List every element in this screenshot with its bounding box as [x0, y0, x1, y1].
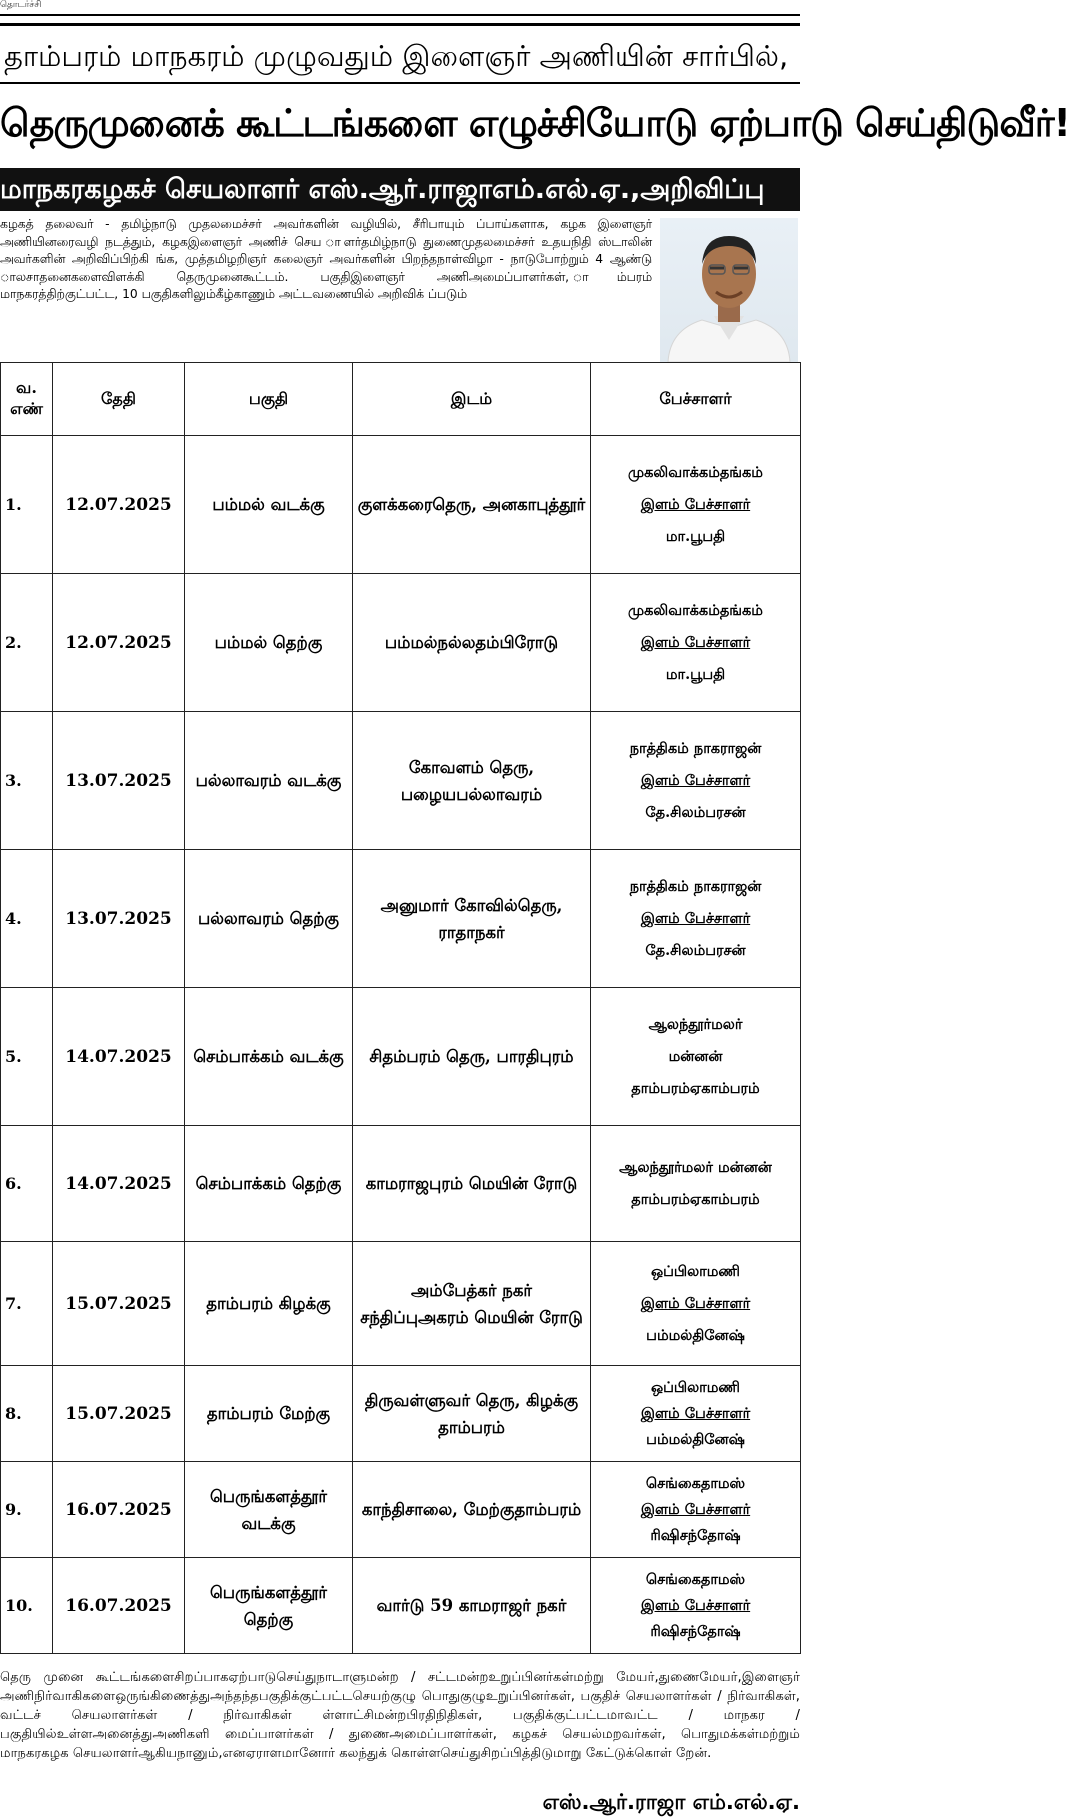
- headline-line2: தெருமுனைக் கூட்டங்களை எழுச்சியோடு ஏற்பாடு செய்திடுவீர்!: [0, 101, 1070, 145]
- row-area: பெருங்களத்தூர் வடக்கு: [185, 1462, 353, 1558]
- speaker-young: மா.பூபதி: [665, 527, 726, 545]
- row-area: பல்லாவரம் தெற்கு: [185, 850, 353, 988]
- speaker-young: மா.பூபதி: [665, 665, 726, 683]
- speaker-main: முகலிவாக்கம்தங்கம்: [628, 601, 763, 619]
- row-speaker: [591, 988, 801, 1126]
- speaker-main: ஆலந்தூர்மலர்: [648, 1015, 743, 1033]
- row-place: குளக்கரைதெரு, அனகாபுத்தூர்: [353, 436, 591, 574]
- row-date: 12.07.2025: [53, 436, 185, 574]
- header-area: பகுதி: [185, 363, 353, 436]
- speaker-young: ரிஷிசந்தோஷ்: [650, 1526, 741, 1544]
- speaker-young: பம்மல்தினேஷ்: [646, 1326, 745, 1344]
- speaker-sub-label: இளம் பேச்சாளர்: [640, 1500, 751, 1518]
- portrait-drawing: [660, 218, 798, 362]
- row-area: பல்லாவரம் வடக்கு: [185, 712, 353, 850]
- speaker-sub-label: இளம் பேச்சாளர்: [640, 1596, 751, 1614]
- row-place: வார்டு 59 காமராஜர் நகர்: [353, 1558, 591, 1654]
- speaker-young: தாம்பரம்ஏகாம்பரம்: [631, 1079, 760, 1097]
- speaker-young: தாம்பரம்ஏகாம்பரம்: [631, 1190, 760, 1208]
- speaker-sub-label: இளம் பேச்சாளர்: [640, 909, 751, 927]
- header-speaker: பேச்சாளர்: [591, 363, 801, 436]
- row-speaker: [591, 712, 801, 850]
- row-speaker: [591, 1242, 801, 1366]
- table-row: [1, 1558, 801, 1654]
- intro-paragraph: கழகத் தலைவர் - தமிழ்நாடு முதலமைச்சர் அவர்களின் வழியில், சீரிபாயும் ப்பாய்களாக, கழக இளைஞர் அணியினரைவழி நடத்தும், கழகஇளைஞர் அணிச் செய ாளர்தமிழ்நாடு துணைமுதலமைச்சர் உதயநிதி ஸ்டாலின் அவர்களின் அறிவிப்பிற்கி ங்க, முத்தமிழறிஞர் கலைஞர் அவர்களின் பிறந்தநாள்விழா - நாடுபோற்றும் 4 ஆண்டு ாலசாதனைகளைவிளக்கி தெருமுனைகூட்டம். பகுதிஇளைஞர் அணிஅமைப்பாளர்கள், ாம்பரம் மாநகரத்திற்குட்பட்ட, 10 பகுதிகளிலும்கீழ்காணும் அட்டவணையில் அறிவிக் ப்படும்: [0, 217, 652, 301]
- row-place: அனுமார் கோவில்தெரு, ராதாநகர்: [353, 850, 591, 988]
- table-row: [1, 1462, 801, 1558]
- row-serial: 6.: [1, 1126, 53, 1242]
- header-place: இடம்: [353, 363, 591, 436]
- top-strip-text: தொடர்ச்சி: [0, 0, 42, 10]
- row-place: சிதம்பரம் தெரு, பாரதிபுரம்: [353, 988, 591, 1126]
- row-serial: 9.: [1, 1462, 53, 1558]
- row-serial: 8.: [1, 1366, 53, 1462]
- speaker-second-line: மன்னன்: [668, 1047, 723, 1065]
- row-area: தாம்பரம் கிழக்கு: [185, 1242, 353, 1366]
- row-place: கோவளம் தெரு, பழையபல்லாவரம்: [353, 712, 591, 850]
- table-header-row: [1, 363, 801, 436]
- table-row: [1, 574, 801, 712]
- speaker-main: ஆலந்தூர்மலர் மன்னன்: [619, 1158, 772, 1176]
- row-area: பம்மல் வடக்கு: [185, 436, 353, 574]
- table-row: [1, 712, 801, 850]
- schedule-table: [0, 362, 801, 1654]
- row-speaker: [591, 1462, 801, 1558]
- row-serial: 5.: [1, 988, 53, 1126]
- row-date: 15.07.2025: [53, 1366, 185, 1462]
- announcement-banner: மாநகரகழகச் செயலாளர் எஸ்.ஆர்.ராஜாஎம்.எல்.ஏ.,அறிவிப்பு: [0, 168, 800, 211]
- row-serial: 3.: [1, 712, 53, 850]
- row-date: 13.07.2025: [53, 850, 185, 988]
- header-serial: வ. எண்: [1, 363, 53, 436]
- person-portrait-icon: [660, 218, 798, 362]
- row-speaker: [591, 850, 801, 988]
- speaker-main: செங்கைதாமஸ்: [645, 1474, 746, 1492]
- speaker-main: செங்கைதாமஸ்: [645, 1570, 746, 1588]
- row-serial: 10.: [1, 1558, 53, 1654]
- signature: எஸ்.ஆர்.ராஜா எம்.எல்.ஏ.: [542, 1790, 800, 1814]
- speaker-main: நாத்திகம் நாகராஜன்: [629, 739, 762, 757]
- schedule-table-wrapper: [0, 362, 800, 1654]
- speaker-sub-label: இளம் பேச்சாளர்: [640, 633, 751, 651]
- row-date: 16.07.2025: [53, 1462, 185, 1558]
- table-row: [1, 1126, 801, 1242]
- row-date: 16.07.2025: [53, 1558, 185, 1654]
- table-row: [1, 850, 801, 988]
- row-place: திருவள்ளுவர் தெரு, கிழக்கு தாம்பரம்: [353, 1366, 591, 1462]
- row-speaker: [591, 1366, 801, 1462]
- row-serial: 4.: [1, 850, 53, 988]
- row-area: பம்மல் தெற்கு: [185, 574, 353, 712]
- row-speaker: [591, 436, 801, 574]
- row-serial: 2.: [1, 574, 53, 712]
- speaker-young: பம்மல்தினேஷ்: [646, 1430, 745, 1448]
- table-row: [1, 988, 801, 1126]
- speaker-sub-label: இளம் பேச்சாளர்: [640, 495, 751, 513]
- row-area: செம்பாக்கம் வடக்கு: [185, 988, 353, 1126]
- headline-line1: [0, 34, 800, 78]
- row-place: காந்திசாலை, மேற்குதாம்பரம்: [353, 1462, 591, 1558]
- row-speaker: [591, 1126, 801, 1242]
- speaker-sub-label: இளம் பேச்சாளர்: [640, 771, 751, 789]
- row-area: செம்பாக்கம் தெற்கு: [185, 1126, 353, 1242]
- row-speaker: [591, 574, 801, 712]
- speaker-young: ரிஷிசந்தோஷ்: [650, 1622, 741, 1640]
- table-row: [1, 1242, 801, 1366]
- top-rule: [0, 14, 800, 16]
- speaker-young: தே.சிலம்பரசன்: [645, 941, 746, 959]
- row-date: 15.07.2025: [53, 1242, 185, 1366]
- speaker-main: முகலிவாக்கம்தங்கம்: [628, 463, 763, 481]
- headline-line1-text: தாம்பரம் மாநகரம் முழுவதும் இளைஞர் அணியின் சார்பில்,: [4, 39, 789, 73]
- row-place: பம்மல்நல்லதம்பிரோடு: [353, 574, 591, 712]
- speaker-sub-label: இளம் பேச்சாளர்: [640, 1294, 751, 1312]
- row-serial: 1.: [1, 436, 53, 574]
- speaker-main: நாத்திகம் நாகராஜன்: [629, 877, 762, 895]
- row-area: பெருங்களத்தூர் தெற்கு: [185, 1558, 353, 1654]
- row-place: காமராஜபுரம் மெயின் ரோடு: [353, 1126, 591, 1242]
- speaker-main: ஒப்பிலாமணி: [650, 1378, 740, 1396]
- row-date: 13.07.2025: [53, 712, 185, 850]
- row-date: 12.07.2025: [53, 574, 185, 712]
- speaker-sub-label: இளம் பேச்சாளர்: [640, 1404, 751, 1422]
- header-date: தேதி: [53, 363, 185, 436]
- row-date: 14.07.2025: [53, 1126, 185, 1242]
- table-row: [1, 1366, 801, 1462]
- speaker-main: ஒப்பிலாமணி: [650, 1262, 740, 1280]
- headline-rule: [0, 82, 800, 84]
- row-speaker: [591, 1558, 801, 1654]
- top-rule-thick: [0, 23, 800, 26]
- row-place: அம்பேத்கர் நகர் சந்திப்புஅகரம் மெயின் ரோடு: [353, 1242, 591, 1366]
- row-area: தாம்பரம் மேற்கு: [185, 1366, 353, 1462]
- table-row: [1, 436, 801, 574]
- footer-paragraph: தெரு முனை கூட்டங்களைசிறப்பாகஏற்பாடுசெய்துநாடாளுமன்ற / சட்டமன்றஉறுப்பினர்கள்மற்று மேயர்,துணைமேயர்,இளைஞர் அணிநிர்வாகிகளைஒருங்கிணைத்துஅந்தந்தபகுதிக்குட்பட்டசெயற்குழு பொதுகுழுஉறுப்பினர்கள், பகுதிச் செயலாளர்கள் / நிர்வாகிகள், வட்டச் செயலாளர்கள் / நிர்வாகிகள் ள்ளாட்சிமன்றபிரதிநிதிகள், பகுதிக்குட்பட்டமாவட்ட / மாநகர / பகுதியில்உள்ளஅனைத்துஅணிகளி மைப்பாளர்கள் / துணைஅமைப்பாளர்கள், கழகச் செயல்மறவர்கள், பொதுமக்கள்மற்றும் மாநகரகழக செயலாளர்ஆகியநானும்,எனஏராளமானோர் கலந்துக் கொள்ளசெய்துசிறப்பித்திடுமாறு கேட்டுக்கொள் றேன்.: [0, 1670, 800, 1761]
- speaker-young: தே.சிலம்பரசன்: [645, 803, 746, 821]
- row-serial: 7.: [1, 1242, 53, 1366]
- row-date: 14.07.2025: [53, 988, 185, 1126]
